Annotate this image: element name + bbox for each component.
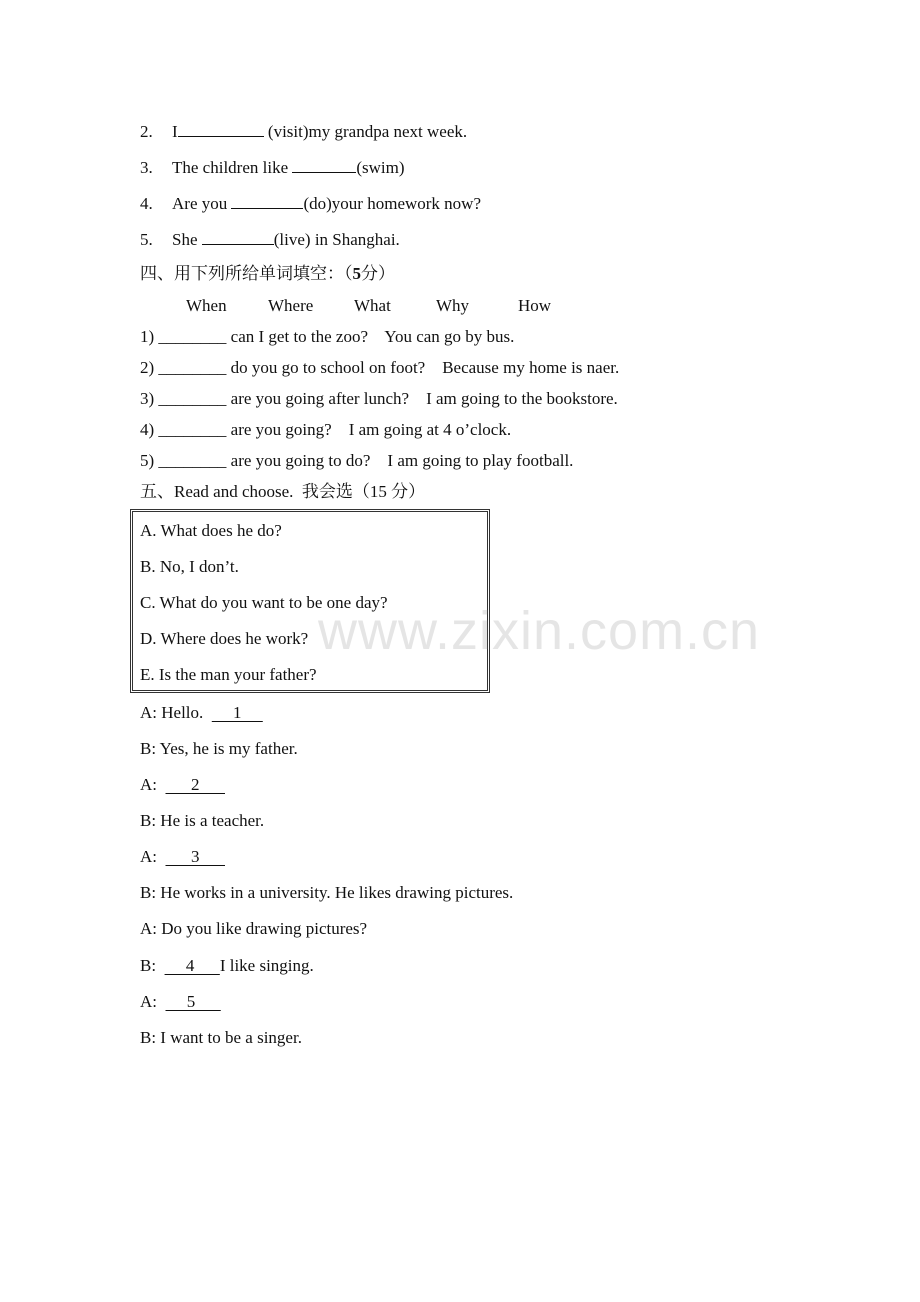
dialogue-line: B: He works in a university. He likes drawing pictures. (140, 883, 514, 902)
word-bank (186, 296, 551, 316)
word-bank-item: How (518, 296, 552, 315)
dialogue-line: A: 5 (140, 992, 221, 1011)
answer-blank-5[interactable]: 5 (165, 992, 221, 1011)
fill-item-1: 1) ________ can I get to the zoo? You can go by bus. (140, 327, 515, 346)
answer-blank-1[interactable]: 1 (211, 703, 263, 722)
watermark: www.zixin.com.cn (318, 601, 761, 661)
option-b: B. No, I don’t. (140, 557, 239, 576)
question-4: 4. Are you (do)your homework now? (140, 194, 481, 213)
dialogue-line: A: Hello. 1 (140, 703, 263, 722)
answer-blank[interactable] (231, 192, 303, 209)
word-bank-item: Where (268, 296, 314, 315)
word-bank-item: Why (436, 296, 470, 315)
word-bank-item: What (354, 296, 391, 315)
option-d: D. Where does he work? (140, 629, 309, 648)
fill-item-4: 4) ________ are you going? I am going at 4 o’clock. (140, 420, 512, 439)
dialogue-line: B: Yes, he is my father. (140, 739, 298, 758)
question-3: 3. The children like (swim) (140, 158, 405, 177)
option-a: A. What does he do? (140, 521, 282, 540)
dialogue-line: B: I want to be a singer. (140, 1028, 302, 1047)
question-2: 2. I (visit)my grandpa next week. (140, 122, 468, 141)
fill-item-5: 5) ________ are you going to do? I am going to play football. (140, 451, 574, 470)
dialogue-line: B: 4 I like singing. (140, 956, 314, 975)
answer-blank[interactable] (202, 228, 274, 245)
answer-blank-3[interactable]: 3 (165, 847, 225, 866)
dialogue-line: A: 2 (140, 775, 225, 794)
section-5-heading: 五、Read and choose. 我会选（15 分） (140, 482, 426, 501)
fill-item-3: 3) ________ are you going after lunch? I am going to the bookstore. (140, 389, 618, 408)
option-c: C. What do you want to be one day? (140, 593, 388, 612)
section-4-heading: 四、用下列所给单词填空：（5分） (140, 264, 395, 283)
dialogue-line: B: He is a teacher. (140, 811, 265, 830)
answer-blank[interactable] (292, 156, 356, 173)
question-5: 5. She (live) in Shanghai. (140, 230, 400, 249)
dialogue-line: A: Do you like drawing pictures? (140, 919, 368, 938)
fill-item-2: 2) ________ do you go to school on foot? Because my home is naer. (140, 358, 620, 377)
option-e: E. Is the man your father? (140, 665, 317, 684)
dialogue-line: A: 3 (140, 847, 225, 866)
answer-blank[interactable] (178, 120, 264, 137)
answer-blank-2[interactable]: 2 (165, 775, 225, 794)
word-bank-item: When (186, 296, 227, 315)
answer-blank-4[interactable]: 4 (164, 956, 220, 975)
